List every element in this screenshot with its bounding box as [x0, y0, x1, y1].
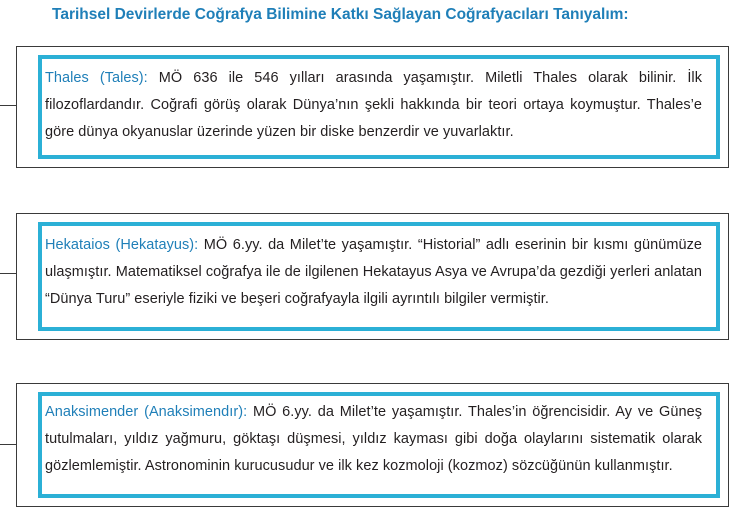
scholar-name: Hekataios (Hekatayus): — [45, 237, 199, 253]
card-text — [45, 65, 702, 147]
scholar-description: MÖ 636 ile 546 yılları arasında yaşamıştır. Miletli Thales olarak bilinir. İlk filozoflardandır. Coğrafi görüş olarak Dünya’nın şekli hakkında bir teori ortaya koymuştur. Thales’e göre dünya okyanuslar üzerinde yüzen bir diske benzerdir ve yuvarlaktır. — [45, 70, 702, 141]
connector-line — [0, 273, 16, 274]
scholar-description: MÖ 6.yy. da Milet’te yaşamıştır. “Historial” adlı eserinin bir kısmı günümüze ulaşmıştır. Matematiksel coğrafya ile de ilgilenen Hekatayus Asya ve Avrupa’da gezdiği yerleri anlatan “Dünya Turu” eseriyle fiziki ve beşeri coğrafyayla ilgili ayrıntılı bilgiler vermiştir. — [45, 237, 702, 308]
scholar-card-anaksimender — [16, 383, 729, 507]
scholar-card-hekataios — [16, 213, 729, 340]
connector-line — [0, 444, 16, 445]
scholar-card-thales — [16, 46, 729, 168]
connector-line — [0, 105, 16, 106]
page-title: Tarihsel Devirlerde Coğrafya Bilimine Katkı Sağlayan Coğrafyacıları Tanıyalım: — [52, 6, 629, 23]
card-text — [45, 232, 702, 314]
scholar-description: MÖ 6.yy. da Milet’te yaşamıştır. Thales’in öğrencisidir. Ay ve Güneş tutulmaları, yıldız yağmuru, göktaşı düşmesi, yıldız kayması gibi doğa olaylarını sistematik olarak gözlemlemiştir. Astronominin kurucusudur ve ilk kez kozmoloji (kozmoz) sözcüğünün kullanmıştır. — [45, 404, 702, 475]
card-text — [45, 399, 702, 481]
scholar-name: Anaksimender (Anaksimendır): — [45, 404, 248, 420]
scholar-name: Thales (Tales): — [45, 70, 148, 86]
